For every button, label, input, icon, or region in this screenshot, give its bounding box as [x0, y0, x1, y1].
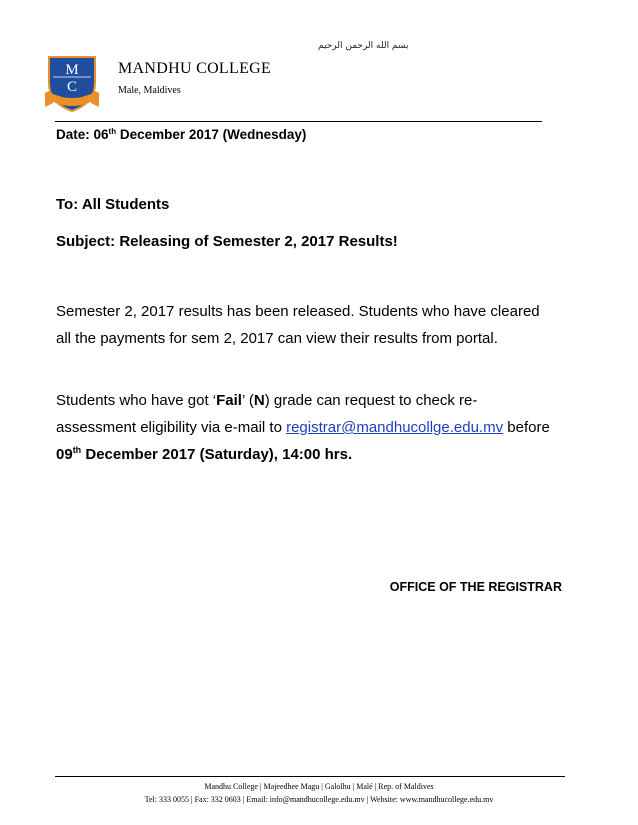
- logo-letter-c: C: [66, 79, 78, 95]
- para2-text-1: Students who have got: [56, 392, 213, 409]
- para2-text-2: (: [244, 392, 254, 409]
- registrar-email-link[interactable]: registrar@mandhucollge.edu.mv: [286, 419, 504, 436]
- deadline-day: 09: [56, 446, 73, 463]
- paragraph-reassessment: [56, 387, 556, 468]
- bismillah-calligraphy: بسم الله الرحمن الرحيم: [318, 41, 409, 51]
- letter-subject: Subject: Releasing of Semester 2, 2017 Results!: [56, 233, 398, 250]
- college-name: MANDHU COLLEGE: [118, 60, 272, 77]
- open-quote: ‘: [212, 392, 217, 409]
- close-quote: ’: [241, 392, 245, 409]
- college-location: Male, Maldives: [118, 85, 181, 96]
- paragraph-results-released: Semester 2, 2017 results has been released. Students who have cleared all the payments for sem 2, 2017 can view their results from portal.: [56, 303, 540, 347]
- letter-date: [56, 127, 306, 142]
- para2-text-3: ) grade can request to check re-assessment eligibility via e-mail to: [56, 392, 478, 436]
- deadline-ordinal-suffix: th: [72, 445, 82, 455]
- header-divider: [55, 121, 542, 122]
- footer-divider: [55, 776, 565, 777]
- letter-recipient: To: All Students: [56, 196, 170, 213]
- footer-address: Mandhu College | Majeedhee Magu | Galolhu | Malé | Rep. of Maldives: [204, 782, 434, 791]
- para2-text-4: before: [503, 419, 550, 436]
- signature-office: OFFICE OF THE REGISTRAR: [389, 580, 562, 594]
- date-prefix: Date: 06: [56, 127, 109, 142]
- date-ordinal-suffix: th: [108, 127, 117, 136]
- college-logo: [43, 53, 101, 113]
- date-rest: December 2017 (Wednesday): [116, 127, 307, 142]
- deadline: [56, 446, 352, 463]
- footer-contact: Tel: 333 0055 | Fax: 332 0603 | Email: info@mandhucollege.edu.mv | Website: www.mandhucollege.edu.mv: [144, 795, 494, 804]
- grade-letter: N: [253, 392, 265, 409]
- fail-word: Fail: [216, 392, 242, 409]
- deadline-rest: December 2017 (Saturday), 14:00 hrs.: [81, 446, 353, 463]
- logo-letter-m: M: [65, 62, 79, 78]
